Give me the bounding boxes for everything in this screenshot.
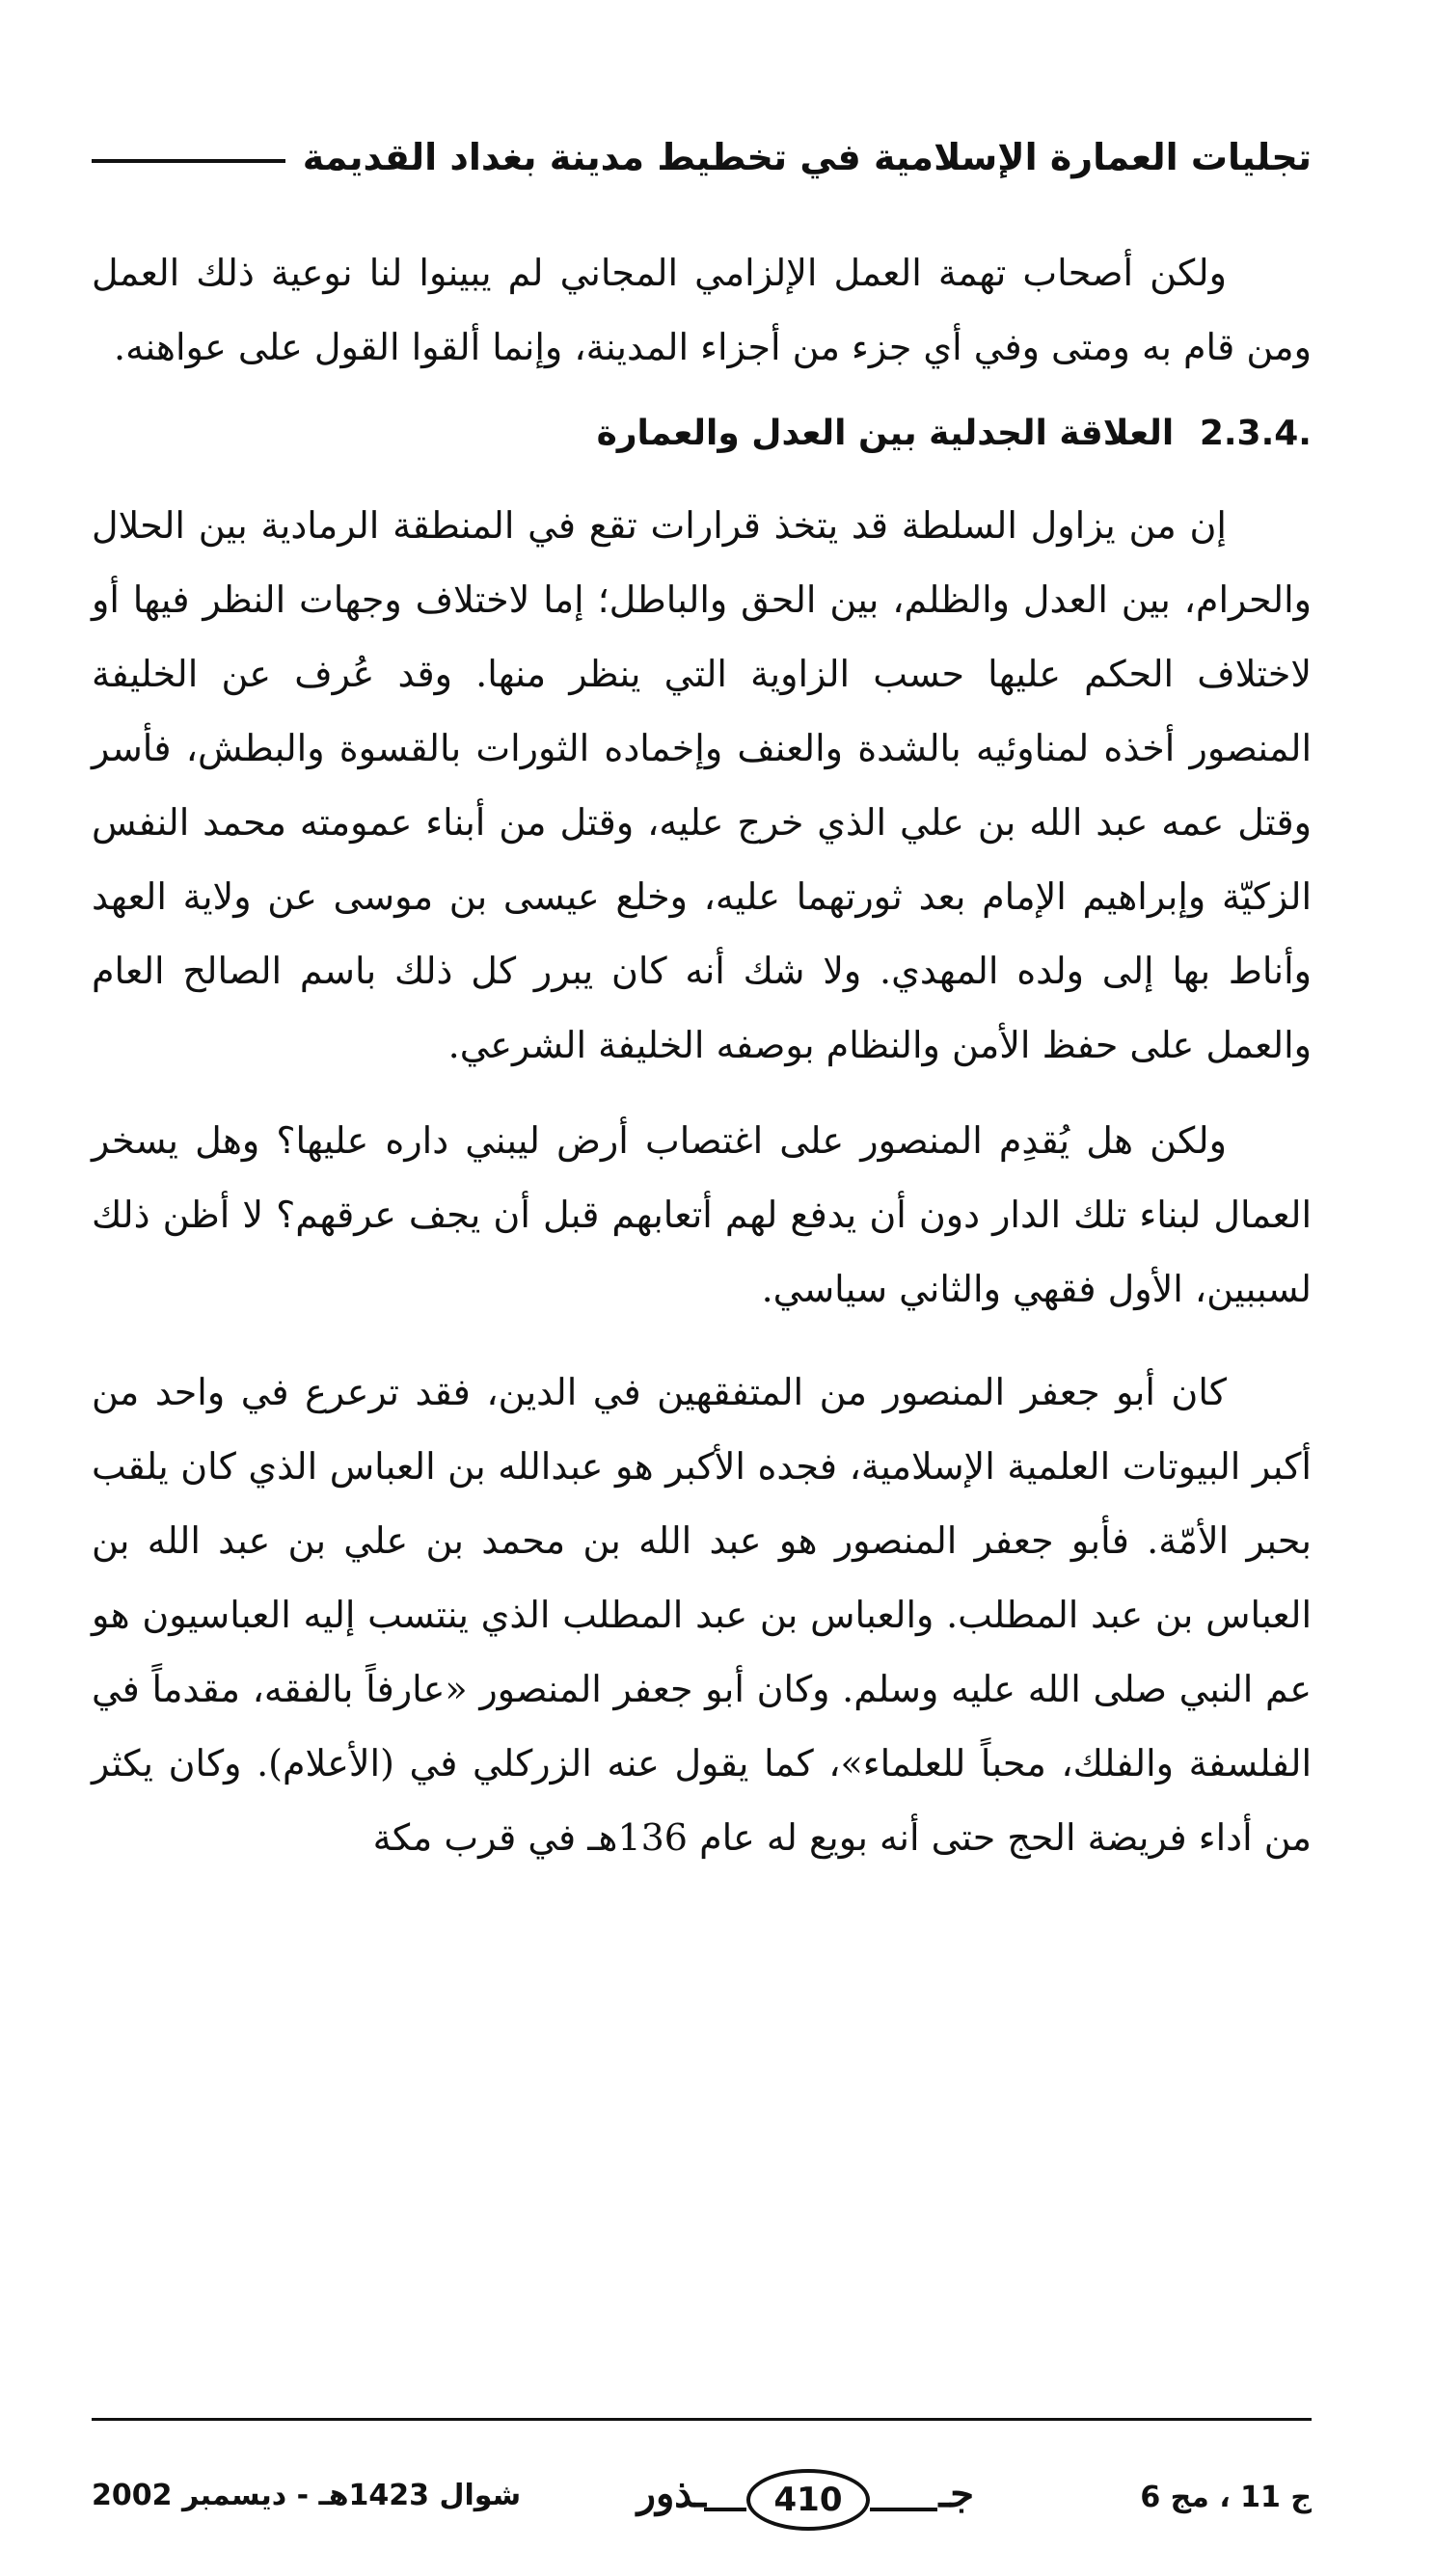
running-header-title: تجليات العمارة الإسلامية في تخطيط مدينة بغداد القديمة xyxy=(302,136,1312,178)
logo-stroke-left xyxy=(704,2508,746,2511)
journal-name-start: جـ xyxy=(938,2471,974,2516)
paragraph-3: ولكن هل يُقدِم المنصور على اغتصاب أرض ليبني داره عليها؟ وهل يسخر العمال لبناء تلك الدار دون أن يدفع لهم أتعابهم قبل أن يجف عرقهم؟ لا أظن ذلك لسببين، الأول فقهي والثاني سياسي. xyxy=(92,1119,1312,1310)
journal-name-end: ـذور xyxy=(636,2471,706,2516)
page-number: 410 xyxy=(746,2469,870,2531)
section-title: العلاقة الجدلية بين العدل والعمارة xyxy=(596,414,1175,453)
header-rule xyxy=(92,159,285,163)
page-footer xyxy=(92,2463,1312,2540)
footer-rule xyxy=(92,2418,1312,2421)
running-header xyxy=(92,123,1312,191)
paragraph-4: كان أبو جعفر المنصور من المتفقهين في الدين، فقد ترعرع في واحد من أكبر البيوتات العلمية الإسلامية، فجده الأكبر هو عبدالله بن العباس الذي كان يلقب بحبر الأمّة. فأبو جعفر المنصور هو عبد الله بن محمد بن علي بن عبد الله بن العباس بن عبد المطلب. والعباس بن عبد المطلب الذي ينتسب إليه العباسيون هو عم النبي صلى الله عليه وسلم. وكان أبو جعفر المنصور «عارفاً بالفقه، مقدماً في الفلسفة والفلك، محباً للعلماء»، كما يقول عنه الزركلي في (الأعلام). وكان يكثر من أداء فريضة الحج حتى أنه بويع له عام 136هـ في قرب مكة xyxy=(92,1371,1312,1859)
section-heading xyxy=(92,398,1312,470)
journal-logo xyxy=(627,2463,974,2538)
volume-info: ج 11 ، مج 6 xyxy=(1140,2481,1312,2514)
logo-stroke-right xyxy=(870,2508,937,2511)
issue-date: شوال 1423هـ - ديسمبر 2002 xyxy=(92,2479,522,2512)
paragraph-1: ولكن أصحاب تهمة العمل الإلزامي المجاني لم يبينوا لنا نوعية ذلك العمل ومن قام به ومتى وفي أي جزء من أجزاء المدينة، وإنما ألقوا القول على عواهنه. xyxy=(92,252,1312,368)
body-text xyxy=(92,236,1312,1875)
section-number: 2.3.4. xyxy=(1199,414,1312,453)
paragraph-2: إن من يزاول السلطة قد يتخذ قرارات تقع في المنطقة الرمادية بين الحلال والحرام، بين العدل والظلم، بين الحق والباطل؛ إما لاختلاف وجهات النظر فيها أو لاختلاف الحكم عليها حسب الزاوية التي ينظر منها. وقد عُرف عن الخليفة المنصور أخذه لمناوئيه بالشدة والعنف وإخماده الثورات بالقسوة والبطش، فأسر وقتل عمه عبد الله بن علي الذي خرج عليه، وقتل من أبناء عمومته محمد النفس الزكيّة وإبراهيم الإمام بعد ثورتهما عليه، وخلع عيسى بن موسى عن ولاية العهد وأناط بها إلى ولده المهدي. ولا شك أنه كان يبرر كل ذلك باسم الصالح العام والعمل على حفظ الأمن والنظام بوصفه الخليفة الشرعي. xyxy=(92,504,1312,1066)
